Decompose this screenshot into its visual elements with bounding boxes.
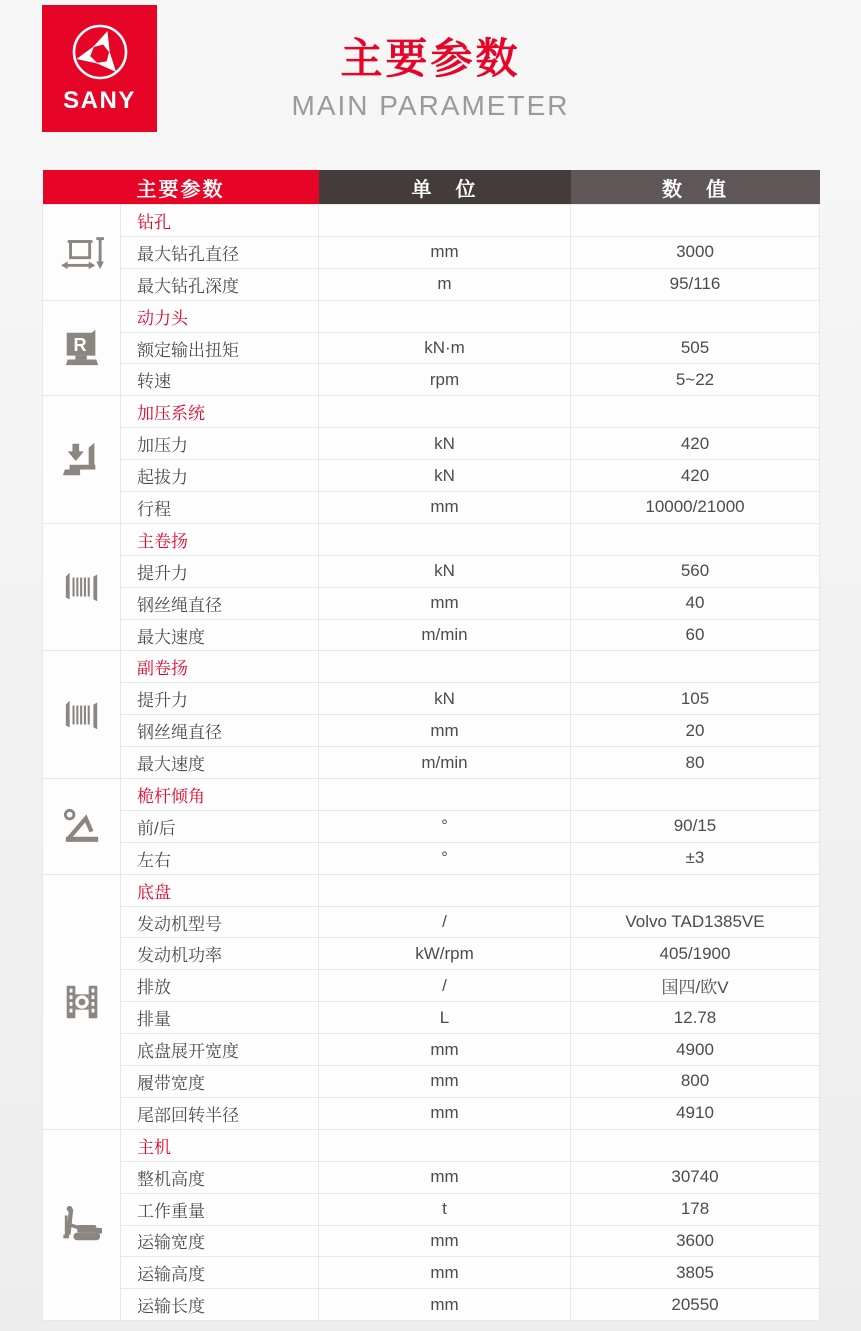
- section-header-row: [43, 874, 820, 906]
- unit-cell: rpm: [319, 364, 571, 396]
- spec-row: [43, 747, 820, 779]
- unit-cell: mm: [319, 1066, 571, 1098]
- param-cell: 钢丝绳直径: [121, 587, 319, 619]
- value-cell: [571, 300, 820, 332]
- value-cell: 560: [571, 555, 820, 587]
- spec-row: [43, 715, 820, 747]
- crowd-system-icon: [59, 439, 105, 481]
- param-cell: 最大钻孔直径: [121, 236, 319, 268]
- value-cell: 3805: [571, 1257, 820, 1289]
- param-cell: 钢丝绳直径: [121, 715, 319, 747]
- value-cell: 40: [571, 587, 820, 619]
- section-title: 副卷扬: [121, 651, 319, 683]
- unit-cell: /: [319, 970, 571, 1002]
- unit-cell: t: [319, 1193, 571, 1225]
- unit-cell: kN·m: [319, 332, 571, 364]
- value-cell: 5~22: [571, 364, 820, 396]
- value-cell: [571, 523, 820, 555]
- page-title: 主要参数: [340, 35, 521, 82]
- value-cell: 420: [571, 428, 820, 460]
- unit-cell: [319, 396, 571, 428]
- spec-row: [43, 906, 820, 938]
- value-cell: 800: [571, 1066, 820, 1098]
- param-cell: 最大钻孔深度: [121, 268, 319, 300]
- param-cell: 发动机型号: [121, 906, 319, 938]
- value-cell: [571, 396, 820, 428]
- value-cell: ±3: [571, 842, 820, 874]
- mast-angle-icon-cell: [43, 779, 121, 875]
- unit-cell: [319, 523, 571, 555]
- unit-cell: [319, 779, 571, 811]
- section-header-row: [43, 1129, 820, 1161]
- param-cell: 额定输出扭矩: [121, 332, 319, 364]
- value-cell: [571, 205, 820, 237]
- param-cell: 发动机功率: [121, 938, 319, 970]
- unit-cell: [319, 651, 571, 683]
- spec-row: [43, 1066, 820, 1098]
- value-cell: 国四/欧V: [571, 970, 820, 1002]
- spec-row: [43, 428, 820, 460]
- param-cell: 尾部回转半径: [121, 1097, 319, 1129]
- value-cell: 420: [571, 460, 820, 492]
- unit-cell: mm: [319, 587, 571, 619]
- param-cell: 排放: [121, 970, 319, 1002]
- spec-row: [43, 1034, 820, 1066]
- unit-cell: kN: [319, 428, 571, 460]
- param-cell: 行程: [121, 492, 319, 524]
- value-cell: 4900: [571, 1034, 820, 1066]
- spec-row: [43, 1289, 820, 1321]
- value-cell: 105: [571, 683, 820, 715]
- spec-row: [43, 938, 820, 970]
- param-cell: 提升力: [121, 683, 319, 715]
- spec-row: [43, 492, 820, 524]
- drill-hole-icon-cell: [43, 205, 121, 301]
- spec-row: [43, 1193, 820, 1225]
- table-header-row: [43, 170, 820, 205]
- column-header-param: 主要参数: [43, 170, 319, 205]
- value-cell: 10000/21000: [571, 492, 820, 524]
- value-cell: 3600: [571, 1225, 820, 1257]
- unit-cell: m: [319, 268, 571, 300]
- spec-row: [43, 587, 820, 619]
- value-cell: Volvo TAD1385VE: [571, 906, 820, 938]
- power-head-icon: [59, 327, 105, 369]
- main-winch-icon-cell: [43, 523, 121, 651]
- chassis-icon-cell: [43, 874, 121, 1129]
- spec-row: [43, 332, 820, 364]
- param-cell: 起拔力: [121, 460, 319, 492]
- unit-cell: °: [319, 842, 571, 874]
- unit-cell: mm: [319, 715, 571, 747]
- unit-cell: mm: [319, 492, 571, 524]
- param-cell: 提升力: [121, 555, 319, 587]
- chassis-icon: [59, 981, 105, 1023]
- value-cell: 30740: [571, 1161, 820, 1193]
- spec-row: [43, 619, 820, 651]
- section-title: 动力头: [121, 300, 319, 332]
- page-header: [0, 36, 861, 122]
- value-cell: [571, 1129, 820, 1161]
- section-title: 底盘: [121, 874, 319, 906]
- unit-cell: [319, 874, 571, 906]
- spec-row: [43, 1097, 820, 1129]
- section-title: 钻孔: [121, 205, 319, 237]
- spec-row: [43, 364, 820, 396]
- aux-winch-icon: [59, 696, 105, 734]
- spec-row: [43, 1161, 820, 1193]
- unit-cell: m/min: [319, 747, 571, 779]
- spec-row: [43, 1257, 820, 1289]
- section-header-row: [43, 396, 820, 428]
- value-cell: 405/1900: [571, 938, 820, 970]
- section-header-row: [43, 523, 820, 555]
- section-title: 桅杆倾角: [121, 779, 319, 811]
- value-cell: 12.78: [571, 1002, 820, 1034]
- logo-wordmark: SANY: [63, 87, 136, 114]
- param-cell: 底盘展开宽度: [121, 1034, 319, 1066]
- column-header-value: 数 值: [571, 170, 820, 205]
- unit-cell: mm: [319, 1225, 571, 1257]
- rig-icon-cell: [43, 1129, 121, 1320]
- unit-cell: kW/rpm: [319, 938, 571, 970]
- spec-row: [43, 1002, 820, 1034]
- unit-cell: kN: [319, 460, 571, 492]
- unit-cell: [319, 205, 571, 237]
- unit-cell: mm: [319, 236, 571, 268]
- param-cell: 加压力: [121, 428, 319, 460]
- unit-cell: kN: [319, 555, 571, 587]
- unit-cell: mm: [319, 1257, 571, 1289]
- spec-row: [43, 842, 820, 874]
- value-cell: 4910: [571, 1097, 820, 1129]
- spec-table: [42, 170, 820, 1321]
- param-cell: 前/后: [121, 810, 319, 842]
- unit-cell: mm: [319, 1034, 571, 1066]
- section-title: 主机: [121, 1129, 319, 1161]
- section-header-row: [43, 205, 820, 237]
- value-cell: 3000: [571, 236, 820, 268]
- value-cell: 80: [571, 747, 820, 779]
- unit-cell: [319, 300, 571, 332]
- svg-text:R: R: [73, 334, 87, 355]
- crowd-system-icon-cell: [43, 396, 121, 524]
- unit-cell: /: [319, 906, 571, 938]
- mast-angle-icon: [59, 807, 105, 845]
- value-cell: 90/15: [571, 810, 820, 842]
- aux-winch-icon-cell: [43, 651, 121, 779]
- spec-row: [43, 268, 820, 300]
- section-header-row: [43, 779, 820, 811]
- param-cell: 转速: [121, 364, 319, 396]
- column-header-unit: 单 位: [319, 170, 571, 205]
- spec-row: [43, 683, 820, 715]
- value-cell: 60: [571, 619, 820, 651]
- unit-cell: kN: [319, 683, 571, 715]
- spec-row: [43, 810, 820, 842]
- unit-cell: mm: [319, 1097, 571, 1129]
- spec-row: [43, 555, 820, 587]
- section-header-row: [43, 300, 820, 332]
- param-cell: 履带宽度: [121, 1066, 319, 1098]
- param-cell: 左右: [121, 842, 319, 874]
- power-head-icon-cell: [43, 300, 121, 396]
- param-cell: 最大速度: [121, 619, 319, 651]
- param-cell: 运输长度: [121, 1289, 319, 1321]
- param-cell: 排量: [121, 1002, 319, 1034]
- unit-cell: L: [319, 1002, 571, 1034]
- main-winch-icon: [59, 568, 105, 606]
- unit-cell: mm: [319, 1289, 571, 1321]
- drill-hole-icon: [59, 231, 105, 273]
- unit-cell: m/min: [319, 619, 571, 651]
- param-cell: 最大速度: [121, 747, 319, 779]
- param-cell: 运输宽度: [121, 1225, 319, 1257]
- spec-row: [43, 236, 820, 268]
- unit-cell: mm: [319, 1161, 571, 1193]
- spec-row: [43, 460, 820, 492]
- value-cell: 95/116: [571, 268, 820, 300]
- section-header-row: [43, 651, 820, 683]
- section-title: 主卷扬: [121, 523, 319, 555]
- page-subtitle: MAIN PARAMETER: [291, 90, 570, 122]
- unit-cell: °: [319, 810, 571, 842]
- spec-row: [43, 970, 820, 1002]
- param-cell: 整机高度: [121, 1161, 319, 1193]
- value-cell: 178: [571, 1193, 820, 1225]
- value-cell: [571, 651, 820, 683]
- value-cell: 20: [571, 715, 820, 747]
- value-cell: 505: [571, 332, 820, 364]
- value-cell: 20550: [571, 1289, 820, 1321]
- rig-icon: [57, 1204, 107, 1246]
- param-cell: 工作重量: [121, 1193, 319, 1225]
- section-title: 加压系统: [121, 396, 319, 428]
- unit-cell: [319, 1129, 571, 1161]
- param-cell: 运输高度: [121, 1257, 319, 1289]
- spec-row: [43, 1225, 820, 1257]
- value-cell: [571, 779, 820, 811]
- value-cell: [571, 874, 820, 906]
